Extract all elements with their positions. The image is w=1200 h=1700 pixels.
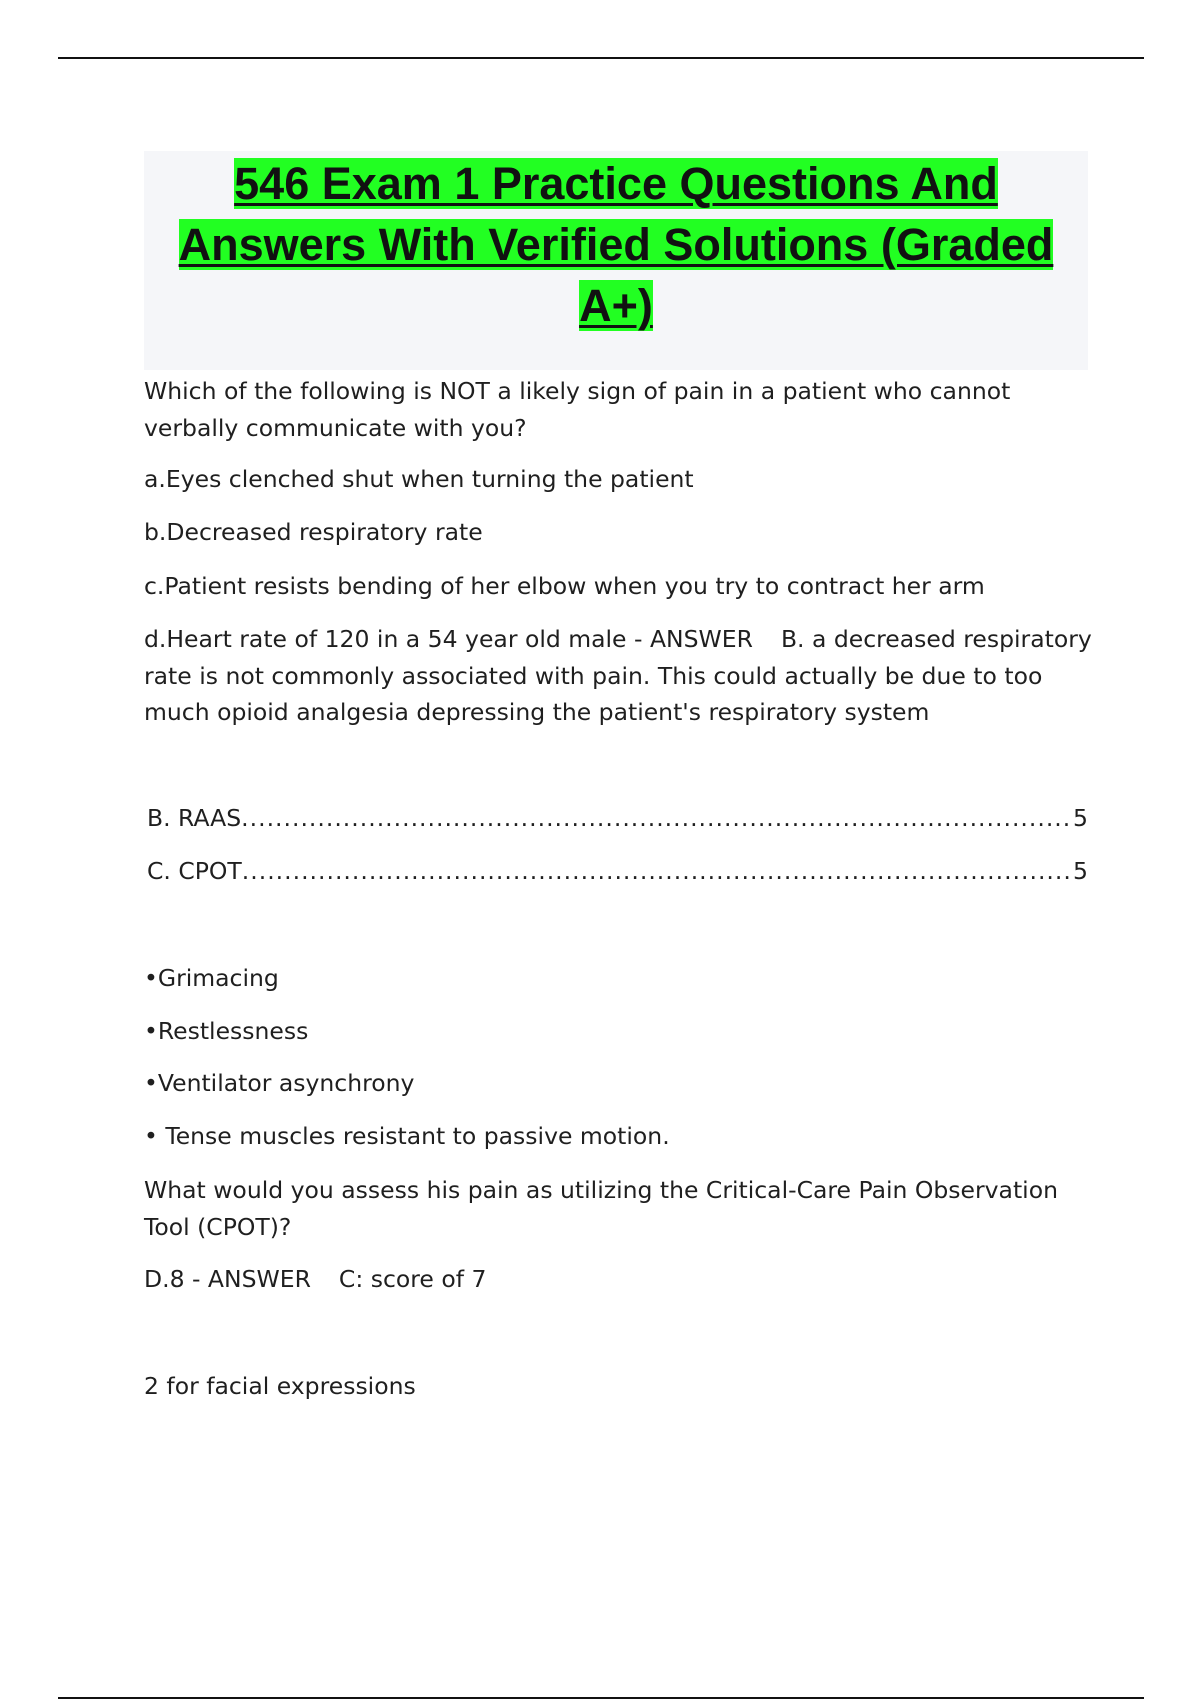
question-1-option-d: d.Heart rate of 120 in a 54 year old male - ANSWER [144,625,753,653]
title-line-2: Answers With Verified Solutions (Graded [178,219,1054,270]
bullet-item: •Ventilator asynchrony [144,1069,415,1097]
toc-dot-leader [241,800,1073,836]
question-1-option-d-and-answer [144,621,1094,731]
toc-entry-page: 5 [1073,857,1088,885]
footer-rule [58,1697,1144,1699]
bullet-item: •Restlessness [144,1017,309,1045]
question-1-stem: Which of the following is NOT a likely sign of pain in a patient who cannot verbally communicate with you? [144,377,1011,442]
bullet-item: • Tense muscles resistant to passive motion. [144,1122,670,1150]
question-1-answer: B. a decreased respiratory rate is not commonly associated with pain. This could actually be due to too much opioid analgesia depressing the patient's respiratory system [144,625,1092,726]
toc-entry-label: C. CPOT [147,857,242,885]
document-title [144,151,1088,370]
title-line-3: A+) [579,280,653,331]
question-2-option: D.8 - ANSWER [144,1265,311,1293]
facial-expressions-note: 2 for facial expressions [144,1372,416,1400]
toc-entry-label: B. RAAS [147,804,242,832]
question-1-option-b: b.Decreased respiratory rate [144,518,483,546]
question-1-option-a: a.Eyes clenched shut when turning the patient [144,465,694,493]
question-2-stem: What would you assess his pain as utilizing the Critical-Care Pain Observation Tool (CPOT)? [144,1176,1058,1241]
toc-dot-leader [242,853,1073,889]
question-2-option-and-answer [144,1261,1094,1298]
toc-entry [147,800,1088,836]
toc-entry [147,853,1088,889]
question-1-option-c: c.Patient resists bending of her elbow when you try to contract her arm [144,572,985,600]
title-line-1: 546 Exam 1 Practice Questions And [234,158,998,209]
toc-entry-page: 5 [1073,804,1088,832]
question-2-answer: C: score of 7 [338,1265,487,1293]
bullet-item: •Grimacing [144,964,279,992]
header-rule [58,57,1144,59]
